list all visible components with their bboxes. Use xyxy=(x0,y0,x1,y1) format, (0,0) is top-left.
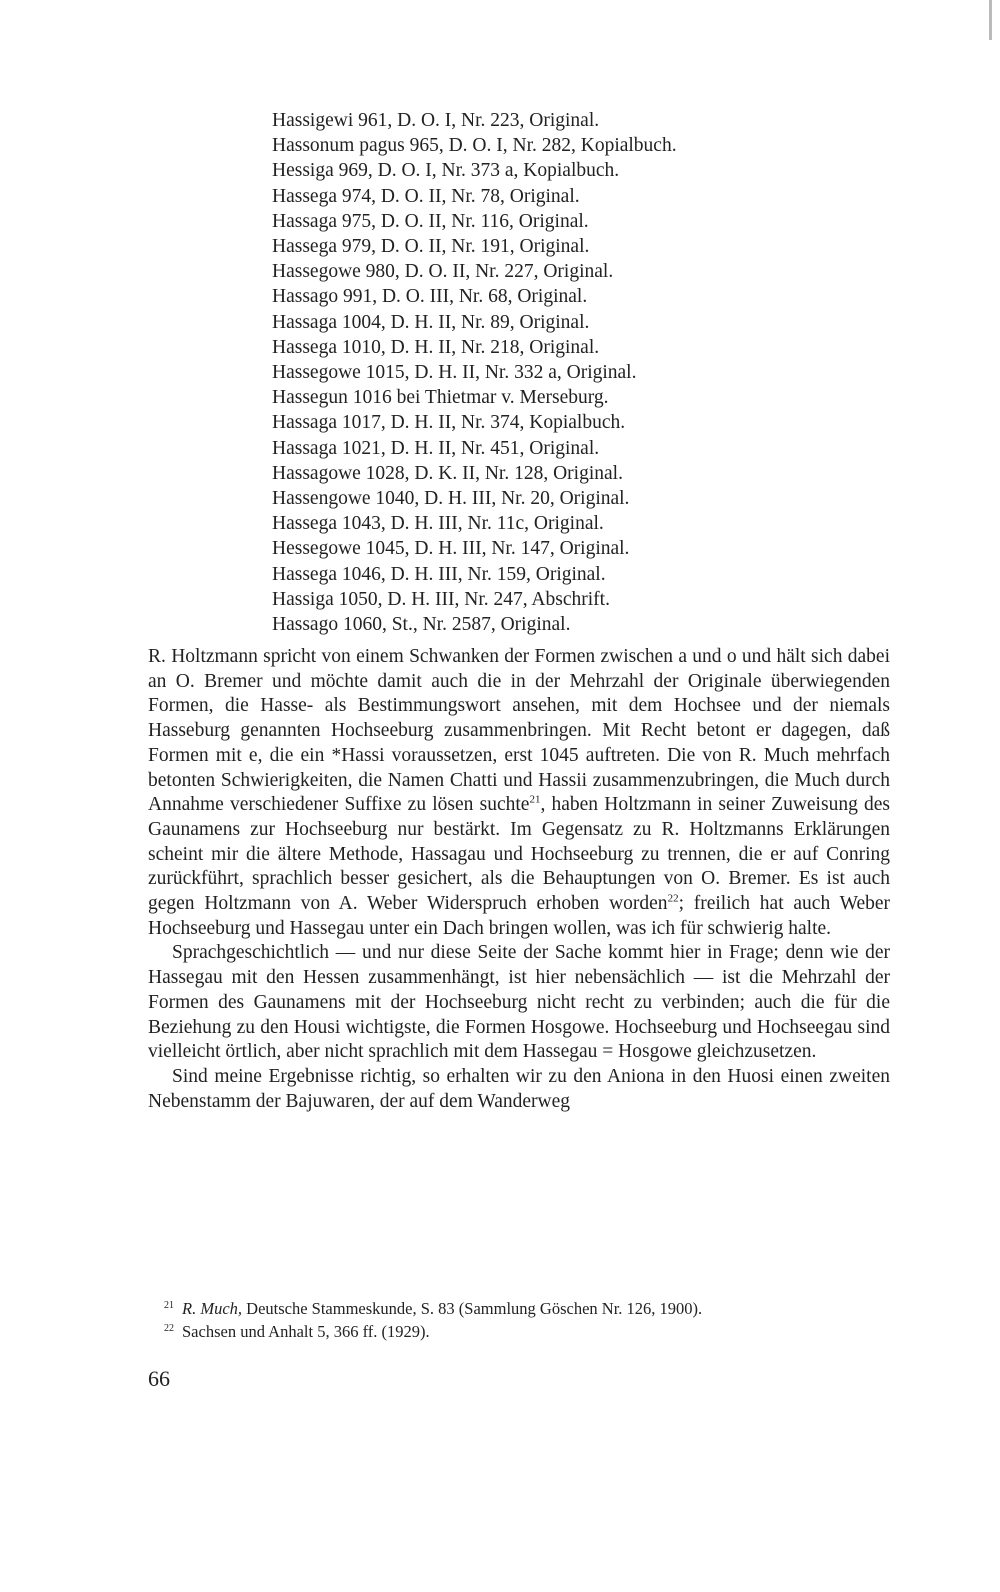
list-item: Hassiga 1050, D. H. III, Nr. 247, Abschrift. xyxy=(272,588,610,610)
list-item: Hassega 1010, D. H. II, Nr. 218, Original. xyxy=(272,336,600,358)
list-item: Hassago 991, D. O. III, Nr. 68, Original. xyxy=(272,286,588,308)
name-form-list xyxy=(272,108,832,637)
list-item: Hessegowe 1045, D. H. III, Nr. 147, Original. xyxy=(272,538,630,560)
paragraph-text: R. Holtzmann spricht von einem Schwanken der Formen zwischen a und o und hält sich dabei an O. Bremer und möchte damit auch die in der Mehrzahl der Originale überwiegenden Formen, die Hasse- als Bestimmungswort ansehen, mit dem Hochsee und der niemals Hasseburg genannten Hochseeburg zusammenbringen. Mit Recht betont er dagegen, daß Formen mit e, die ein *Hassi voraussetzen, erst 1045 auftreten. Die von R. Much mehrfach betonten Schwierigkeiten, die Namen Chatti und Hassii zusammenzubringen, die Much durch Annahme verschiedener Suffixe zu lösen suchte xyxy=(148,646,890,816)
paragraph-text: , haben Holtzmann in seiner Zuweisung des Gaunamens zur Hochseeburg nur bestärkt. Im Gegensatz zu R. Holtzmanns Erklärungen scheint mir die ältere Methode, Hassagau und Hochseeburg zu trennen, die er auf Conring zurückführt, sprachlich besser gesichert, als die Behauptungen von O. Bremer. Es ist auch gegen Holtzmann von A. Weber Widerspruch erhoben worden xyxy=(148,794,890,915)
footnote-ref-22: 22 xyxy=(667,892,679,905)
footnote-text: Deutsche Stammeskunde, S. 83 (Sammlung Göschen Nr. 126, 1900). xyxy=(242,1299,703,1318)
list-item: Hassegowe 1015, D. H. II, Nr. 332 a, Original. xyxy=(272,362,637,384)
page-number: 66 xyxy=(148,1366,170,1391)
list-item: Hassaga 1017, D. H. II, Nr. 374, Kopialbuch. xyxy=(272,412,626,434)
footnote-author: R. Much, xyxy=(182,1299,243,1318)
footnote-number: 21 xyxy=(164,1299,174,1311)
list-item: Hassaga 975, D. O. II, Nr. 116, Original. xyxy=(272,210,589,232)
list-item: Hassegun 1016 bei Thietmar v. Merseburg. xyxy=(272,387,609,409)
footnote-text: Sachsen und Anhalt 5, 366 ff. (1929). xyxy=(182,1322,430,1341)
paragraph-sprachgeschichtlich: Sprachgeschichtlich — und nur diese Seite der Sache kommt hier in Frage; denn wie der Hassegau mit den Hessen zusammenhängt, ist hier nebensächlich — ist die Mehrzahl der Formen des Gaunamens mit der Hochseeburg nicht recht zu verbinden; auch die für die Beziehung zu den Housi wichtigste, die Formen Hosgowe. Hochseeburg und Hochseegau sind vielleicht örtlich, aber nicht sprachlich mit dem Hassegau = Hosgowe gleichzusetzen. xyxy=(148,942,890,1063)
footnotes xyxy=(164,1297,904,1343)
paragraph-text: ; freilich hat auch Weber Hochseeburg und Hassegau unter ein Dach bringen wollen, was ich für schwierig halte. xyxy=(148,893,890,939)
list-item: Hassago 1060, St., Nr. 2587, Original. xyxy=(272,614,571,636)
list-item: Hassaga 1021, D. H. II, Nr. 451, Original. xyxy=(272,437,600,459)
footnote-number: 22 xyxy=(164,1322,174,1334)
list-item: Hassonum pagus 965, D. O. I, Nr. 282, Kopialbuch. xyxy=(272,135,677,157)
paragraph-ergebnisse: Sind meine Ergebnisse richtig, so erhalten wir zu den Aniona in den Huosi einen zweiten Nebenstamm der Bajuwaren, der auf dem Wanderweg xyxy=(148,1065,890,1112)
list-item: Hassagowe 1028, D. K. II, Nr. 128, Original. xyxy=(272,462,623,484)
list-item: Hassega 974, D. O. II, Nr. 78, Original. xyxy=(272,185,580,207)
list-item: Hassega 1043, D. H. III, Nr. 11c, Original. xyxy=(272,513,604,535)
list-item: Hassegowe 980, D. O. II, Nr. 227, Original. xyxy=(272,261,614,283)
footnote-ref-21: 21 xyxy=(529,793,541,806)
footnote-22 xyxy=(164,1320,904,1343)
list-item: Hassega 1046, D. H. III, Nr. 159, Original. xyxy=(272,563,606,585)
paragraph-holtzmann xyxy=(148,645,890,941)
body-text xyxy=(148,645,890,1114)
list-item: Hassaga 1004, D. H. II, Nr. 89, Original. xyxy=(272,311,590,333)
list-item: Hessiga 969, D. O. I, Nr. 373 a, Kopialbuch. xyxy=(272,160,620,182)
list-item: Hassega 979, D. O. II, Nr. 191, Original. xyxy=(272,236,590,258)
footnote-21 xyxy=(164,1297,904,1320)
list-item: Hassigewi 961, D. O. I, Nr. 223, Original. xyxy=(272,110,600,131)
list-item: Hassengowe 1040, D. H. III, Nr. 20, Original. xyxy=(272,488,630,510)
scan-edge-mark xyxy=(989,0,992,40)
